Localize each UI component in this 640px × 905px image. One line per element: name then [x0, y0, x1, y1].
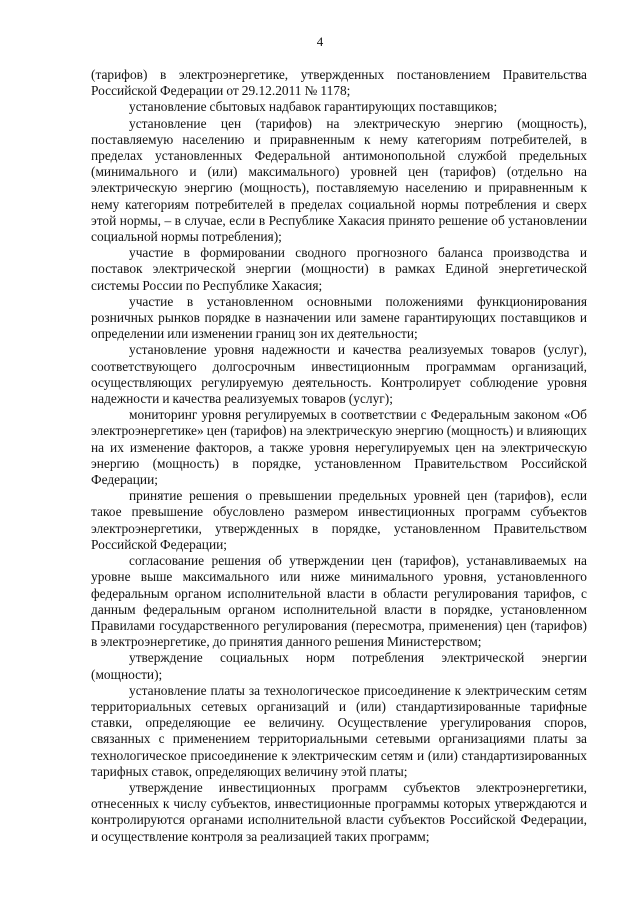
paragraph: участие в формировании сводного прогнозного баланса производства и поставок электрической энергии (мощности) в рамках Единой энергетической системы России по Республике Хакасия;: [91, 245, 587, 293]
document-body: [91, 67, 587, 845]
paragraph: согласование решения об утверждении цен (тарифов), устанавливаемых на уровне выше максимального или ниже минимального уровня, установленного федеральным органом исполнительной власти в области регулирования тарифов, с данным федеральным органом исполнительной власти в порядке, установленном Правилами государственного регулирования (пересмотра, применения) цен (тарифов) в электроэнергетике, до принятия данного решения Министерством;: [91, 553, 587, 650]
paragraph: установление цен (тарифов) на электрическую энергию (мощность), поставляемую населению и приравненным к нему категориям потребителей, в пределах установленных Федеральной антимонопольной службой предельных (минимального и (или) максимального) уровней цен (тарифов) (отдельно на электрическую энергию (мощность), поставляемую населению и приравненным к нему категориям потребителей в пределах социальной нормы потребления и сверх этой нормы, – в случае, если в Республике Хакасия принято решение об установлении социальной нормы потребления);: [91, 115, 587, 245]
paragraph: утверждение инвестиционных программ субъектов электроэнергетики, отнесенных к числу субъектов, инвестиционные программы которых утверждаются и контролируются органами исполнительной власти субъектов Российской Федерации, и осуществление контроля за реализацией таких программ;: [91, 779, 587, 844]
paragraph: участие в установленном основными положениями функционирования розничных рынков порядке в назначении или замене гарантирующих поставщиков и определении или изменении границ зон их деятельности;: [91, 293, 587, 342]
paragraph: мониторинг уровня регулируемых в соответствии с Федеральным законом «Об электроэнергетике» цен (тарифов) на электрическую энергию (мощность) и влияющих на их изменение факторов, а также уровня нерегулируемых цен на электрическую энергию (мощность) в порядке, установленном Правительством Российской Федерации;: [91, 407, 587, 488]
paragraph: установление сбытовых надбавок гарантирующих поставщиков;: [129, 99, 498, 115]
page-number: 4: [316, 34, 324, 49]
paragraph-continuation: (тарифов) в электроэнергетике, утвержденных постановлением Правительства Российской Федерации от 29.12.2011 № 1178;: [91, 67, 587, 99]
paragraph: установление платы за технологическое присоединение к электрическим сетям территориальных сетевых организаций и (или) стандартизированные тарифные ставки, определяющие ее величину. Осуществление урегулирования споров, связанных с применением территориальными сетевыми организациями платы за технологическое присоединение к электрическим сетям и (или) стандартизированных тарифных ставок, определяющих величину этой платы;: [91, 682, 587, 779]
paragraph: установление уровня надежности и качества реализуемых товаров (услуг), соответствующего долгосрочным инвестиционным программам организаций, осуществляющих регулируемую деятельность. Контролирует соблюдение уровня надежности и качества реализуемых товаров (услуг);: [91, 342, 587, 407]
paragraph: утверждение социальных норм потребления электрической энергии (мощности);: [91, 650, 587, 682]
paragraph: принятие решения о превышении предельных уровней цен (тарифов), если такое превышение обусловлено размером инвестиционных программ субъектов электроэнергетики, утвержденных в порядке, установленном Правительством Российской Федерации;: [91, 488, 587, 552]
